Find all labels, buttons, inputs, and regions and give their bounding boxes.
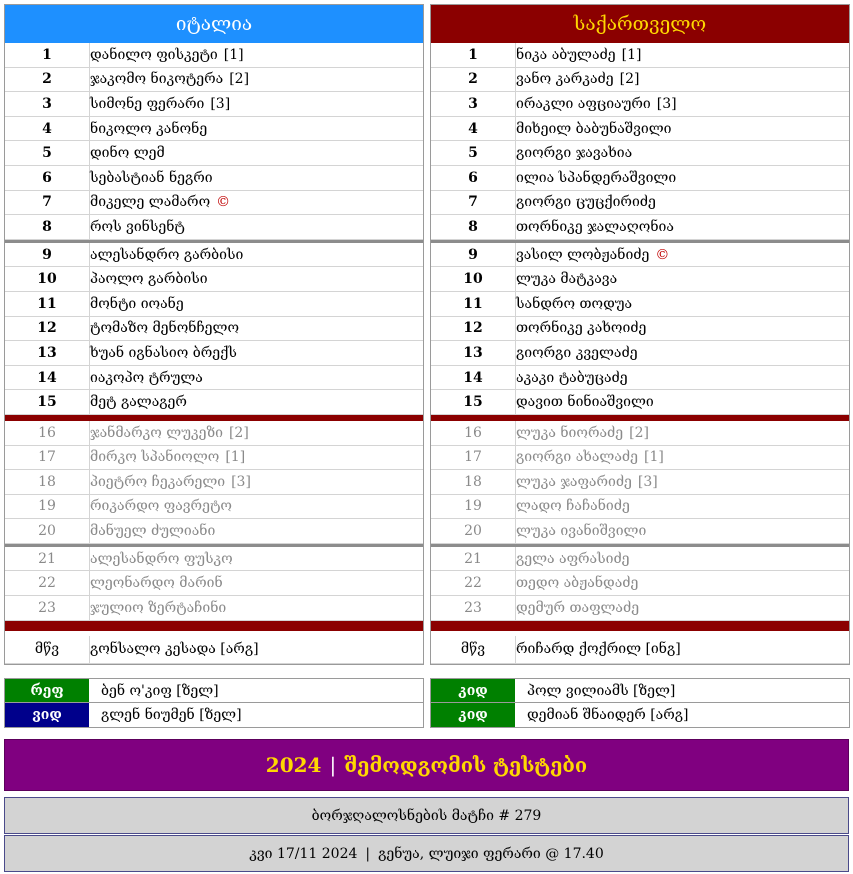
player-name: ალესანდრო ფუსკო: [90, 550, 233, 567]
player-name: ლადო ჩაჩანიძე: [516, 498, 630, 515]
official-row: [431, 703, 849, 727]
player-number: 15: [37, 394, 57, 411]
player-name-cell: [89, 495, 423, 519]
player-number: 4: [468, 120, 478, 137]
player-number: 23: [38, 599, 56, 616]
player-name-cell: [515, 191, 849, 215]
front-row-mark: [3]: [210, 95, 231, 112]
player-number: 14: [463, 369, 483, 386]
player-number: 17: [38, 449, 56, 466]
player-row: [431, 243, 849, 268]
player-name: პიეტრო ჩეკარელი: [90, 473, 226, 490]
georgia-subs-forwards: [431, 421, 849, 544]
player-row: [431, 547, 849, 572]
player-name-cell: [515, 596, 849, 620]
player-name-cell: [515, 571, 849, 595]
player-name: გიორგი ახალაძე: [516, 449, 638, 466]
front-row-mark: [3]: [637, 473, 658, 490]
player-number: 18: [464, 473, 482, 490]
player-number: 11: [463, 295, 483, 312]
player-name-cell: [89, 43, 423, 67]
player-row: [5, 317, 423, 342]
player-number: 10: [37, 271, 57, 288]
player-name-cell: [515, 317, 849, 341]
player-number: 19: [464, 498, 482, 515]
italy-team-title: იტალია: [5, 5, 423, 43]
player-name-cell: [89, 421, 423, 445]
player-row: [431, 341, 849, 366]
player-number: 16: [38, 424, 56, 441]
georgia-backs: [431, 243, 849, 415]
player-row: [5, 470, 423, 495]
official-role-badge: ვიდ: [5, 703, 89, 727]
player-row: [431, 571, 849, 596]
player-name-cell: [89, 92, 423, 116]
player-row: [5, 571, 423, 596]
player-row: [431, 92, 849, 117]
player-name-cell: [89, 470, 423, 494]
front-row-mark: [1]: [621, 46, 642, 63]
match-number-bar: [4, 797, 849, 834]
front-row-mark: [3]: [656, 95, 677, 112]
italy-subs-forwards: [5, 421, 423, 544]
player-name-cell: [89, 68, 423, 92]
front-row-mark: [1]: [643, 449, 664, 466]
player-row: [5, 243, 423, 268]
player-name-cell: [515, 519, 849, 543]
player-name: მონტი იოანე: [90, 295, 184, 312]
player-name-cell: [89, 243, 423, 267]
player-name-cell: [515, 470, 849, 494]
official-row: [5, 703, 423, 727]
player-name: ირაკლი აფციაური: [516, 95, 651, 112]
captain-mark: ©: [655, 246, 670, 263]
event-year: 2024: [265, 753, 322, 777]
player-number: 5: [42, 145, 52, 162]
player-name-cell: [89, 317, 423, 341]
player-row: [431, 317, 849, 342]
player-name: თედო აბჟანდაძე: [516, 575, 639, 592]
player-row: [431, 292, 849, 317]
italy-starters: [5, 43, 423, 240]
player-name-cell: [89, 571, 423, 595]
player-name: ვანო კარკაძე: [516, 71, 614, 88]
player-number: 8: [468, 218, 478, 235]
player-name: თორნიკე ჯალაღონია: [516, 218, 674, 235]
player-name-cell: [89, 292, 423, 316]
georgia-subs-backs: [431, 547, 849, 621]
player-number: 6: [42, 169, 52, 186]
player-name-cell: [89, 446, 423, 470]
player-number: 3: [42, 95, 52, 112]
player-row: [5, 547, 423, 572]
player-name: მირკო სპანიოლო: [90, 449, 220, 466]
coach-label: მწვ: [34, 641, 60, 658]
player-row: [5, 421, 423, 446]
player-number: 23: [464, 599, 482, 616]
player-name-cell: [515, 421, 849, 445]
front-row-mark: [2]: [619, 71, 640, 88]
player-row: [431, 43, 849, 68]
italy-team-panel: [4, 4, 424, 665]
player-name-cell: [515, 390, 849, 414]
player-name: მიკელე ლამარო: [90, 194, 211, 211]
player-name: ნიკოლო კანონე: [90, 120, 208, 137]
player-row: [431, 267, 849, 292]
player-name: ნიკა აბულაძე: [516, 46, 616, 63]
player-name: დავით ნინიაშვილი: [516, 394, 654, 411]
player-number: 4: [42, 120, 52, 137]
player-row: [5, 68, 423, 93]
event-banner: [4, 739, 849, 791]
officials-right: [430, 678, 850, 728]
player-row: [5, 292, 423, 317]
player-row: [431, 596, 849, 621]
divider: [431, 621, 849, 631]
player-row: [5, 341, 423, 366]
official-name: პოლ ვილიამს [ზელ]: [527, 682, 676, 699]
player-name: ჯაკომო ნიკოტერა: [90, 71, 224, 88]
coach-name: გონსალო კესადა [არგ]: [89, 636, 423, 663]
player-number: 12: [463, 320, 483, 337]
player-name: დემურ თაფლაძე: [516, 599, 640, 616]
player-name: აკაკი ტაბუცაძე: [516, 369, 628, 386]
player-name: პაოლო გარბისი: [90, 271, 208, 288]
player-name-cell: [515, 495, 849, 519]
player-row: [431, 141, 849, 166]
player-name-cell: [89, 596, 423, 620]
player-name-cell: [515, 215, 849, 239]
player-name-cell: [89, 341, 423, 365]
player-name: სებასტიან ნეგრი: [90, 169, 213, 186]
official-role-badge: კიდ: [431, 679, 515, 702]
player-number: 2: [468, 71, 478, 88]
georgia-team-title: საქართველო: [431, 5, 849, 43]
player-number: 17: [464, 449, 482, 466]
player-name-cell: [89, 117, 423, 141]
player-name: ლუკა ნიორაძე: [516, 424, 624, 441]
player-name: ჯულიო ზერტაჩინი: [90, 599, 227, 616]
player-name-cell: [89, 191, 423, 215]
player-name: სანდრო თოდუა: [516, 295, 633, 312]
italy-coach-row: [5, 636, 423, 664]
player-row: [5, 267, 423, 292]
player-row: [5, 519, 423, 544]
player-number: 1: [468, 46, 478, 63]
player-row: [431, 519, 849, 544]
coach-name: რიჩარდ ქოქრილ [ინგ]: [515, 636, 849, 663]
georgia-starters: [431, 43, 849, 240]
player-number: 13: [463, 344, 483, 361]
player-name: მანუელ ძულიანი: [90, 523, 216, 540]
player-row: [5, 117, 423, 142]
match-number: ბორჯღალოსნების მატჩი # 279: [311, 807, 542, 824]
player-row: [5, 446, 423, 471]
player-name-cell: [89, 366, 423, 390]
player-number: 15: [463, 394, 483, 411]
banner-separator: |: [329, 753, 337, 777]
player-row: [431, 421, 849, 446]
front-row-mark: [1]: [223, 46, 244, 63]
player-name: მეტ გალაგერ: [90, 394, 187, 411]
divider: [5, 621, 423, 631]
info-separator: |: [365, 845, 371, 862]
match-date-venue-bar: [4, 835, 849, 872]
player-number: 9: [42, 246, 52, 263]
player-row: [431, 470, 849, 495]
front-row-mark: [2]: [629, 424, 649, 441]
player-name: ვასილ ლობჟანიძე: [516, 246, 650, 263]
player-name: ჯანმარკო ლუკეზი: [90, 424, 223, 441]
player-name: სიმონე ფერარი: [90, 95, 205, 112]
player-number: 20: [464, 523, 482, 540]
player-row: [431, 366, 849, 391]
player-row: [5, 596, 423, 621]
player-name: გიორგი ჯავახია: [516, 145, 633, 162]
player-name: გიორგი კველაძე: [516, 344, 638, 361]
coach-label: მწვ: [460, 641, 486, 658]
player-name: ლუკა მატკავა: [516, 271, 618, 288]
player-name-cell: [515, 366, 849, 390]
match-date: კვი 17/11 2024: [249, 845, 358, 862]
player-name: გიორგი ცუცქირიძე: [516, 194, 656, 211]
player-name-cell: [89, 141, 423, 165]
player-name: დინო ლემ: [90, 145, 165, 162]
player-number: 12: [37, 320, 57, 337]
player-number: 22: [38, 575, 56, 592]
player-number: 20: [38, 523, 56, 540]
player-name: დანილო ფისკეტი: [90, 46, 218, 63]
player-name-cell: [89, 390, 423, 414]
player-name-cell: [515, 341, 849, 365]
player-number: 5: [468, 145, 478, 162]
player-number: 21: [38, 550, 56, 567]
player-name: რიკარდო ფავრეტო: [90, 498, 232, 515]
player-name: მიხეილ ბაბუნაშვილი: [516, 120, 672, 137]
player-row: [5, 191, 423, 216]
player-row: [5, 495, 423, 520]
player-row: [5, 390, 423, 415]
player-name-cell: [515, 141, 849, 165]
player-number: 7: [42, 194, 52, 211]
player-name: გელა აფრასიძე: [516, 550, 630, 567]
captain-mark: ©: [216, 194, 231, 211]
official-role-badge: კიდ: [431, 703, 515, 727]
player-number: 18: [38, 473, 56, 490]
player-number: 21: [464, 550, 482, 567]
italy-backs: [5, 243, 423, 415]
player-name: ლუკა ივანიშვილი: [516, 523, 647, 540]
player-row: [5, 43, 423, 68]
player-name: ხუან იგნასიო ბრექს: [90, 344, 237, 361]
officials-left: [4, 678, 424, 728]
player-name-cell: [89, 215, 423, 239]
player-number: 8: [42, 218, 52, 235]
match-venue: გენუა, ლუიჯი ფერარი @ 17.40: [378, 845, 604, 862]
event-name: შემოდგომის ტესტები: [344, 753, 588, 777]
player-name-cell: [89, 519, 423, 543]
georgia-coach-row: [431, 636, 849, 664]
player-name-cell: [515, 166, 849, 190]
player-name: როს ვინსენტ: [90, 218, 185, 235]
front-row-mark: [3]: [231, 473, 251, 490]
player-name: ლუკა ჯაფარიძე: [516, 473, 632, 490]
player-name: ილია სპანდერაშვილი: [516, 169, 677, 186]
player-row: [431, 495, 849, 520]
player-name-cell: [89, 166, 423, 190]
player-number: 2: [42, 71, 52, 88]
player-name-cell: [515, 446, 849, 470]
georgia-team-panel: [430, 4, 850, 665]
player-name-cell: [515, 43, 849, 67]
player-number: 10: [463, 271, 483, 288]
italy-subs-backs: [5, 547, 423, 621]
player-name-cell: [515, 68, 849, 92]
player-row: [431, 390, 849, 415]
official-name: გლენ ნიუმენ [ზელ]: [101, 707, 242, 723]
player-row: [5, 366, 423, 391]
front-row-mark: [2]: [228, 424, 249, 441]
player-number: 13: [37, 344, 57, 361]
player-number: 3: [468, 95, 478, 112]
player-row: [431, 68, 849, 93]
player-number: 11: [37, 295, 57, 312]
front-row-mark: [1]: [225, 449, 246, 466]
player-number: 19: [38, 498, 56, 515]
player-name: იაკოპო ტრულა: [90, 369, 203, 386]
player-name-cell: [515, 267, 849, 291]
player-row: [5, 166, 423, 191]
player-number: 14: [37, 369, 57, 386]
player-number: 7: [468, 194, 478, 211]
official-role-badge: რეფ: [5, 679, 89, 702]
player-row: [5, 92, 423, 117]
official-name: ბენ ო'კიფ [ზელ]: [101, 682, 219, 699]
player-name-cell: [515, 547, 849, 571]
player-name: ალესანდრო გარბისი: [90, 246, 244, 263]
player-row: [431, 166, 849, 191]
player-number: 16: [464, 424, 482, 441]
player-name-cell: [515, 243, 849, 267]
player-row: [431, 117, 849, 142]
player-number: 6: [468, 169, 478, 186]
player-name-cell: [515, 292, 849, 316]
player-name-cell: [515, 117, 849, 141]
player-name: ტომაზო მენონჩელო: [90, 320, 240, 337]
player-row: [5, 215, 423, 240]
player-number: 9: [468, 246, 478, 263]
player-row: [431, 446, 849, 471]
player-number: 22: [464, 575, 482, 592]
player-row: [5, 141, 423, 166]
player-name: ლეონარდო მარინ: [90, 575, 223, 592]
player-name-cell: [89, 267, 423, 291]
player-name-cell: [515, 92, 849, 116]
player-row: [431, 215, 849, 240]
player-number: 1: [42, 46, 52, 63]
player-name: თორნიკე კახოიძე: [516, 320, 647, 337]
player-name-cell: [89, 547, 423, 571]
official-row: [5, 679, 423, 703]
player-row: [431, 191, 849, 216]
official-name: დემიან შნაიდერ [არგ]: [527, 707, 689, 723]
official-row: [431, 679, 849, 703]
front-row-mark: [2]: [229, 71, 250, 88]
